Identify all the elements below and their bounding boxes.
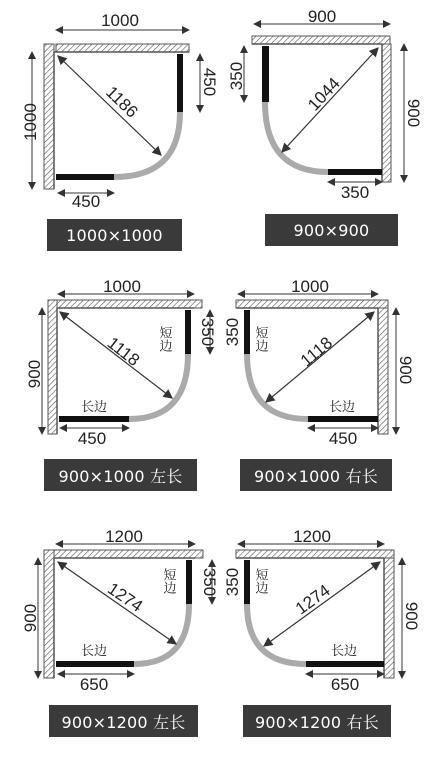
diagonal-label: 1274 — [104, 578, 147, 616]
height-label: 900 — [396, 355, 415, 385]
width-label: 1200 — [105, 527, 143, 546]
caption-1000x1000: 1000×1000 — [47, 219, 182, 251]
height-label: 900 — [404, 98, 423, 128]
width-label: 1200 — [293, 527, 331, 546]
caption-900x1200-left-long: 900×1200 左长 — [49, 705, 198, 737]
side-segment-label: 450 — [200, 67, 219, 97]
side-segment-label: 350 — [227, 61, 246, 91]
side-segment-label: 350 — [223, 567, 242, 597]
diagram-900x1200-left-long — [0, 520, 224, 700]
width-label: 1000 — [101, 11, 139, 30]
height-label: 900 — [21, 603, 40, 633]
long-side-label: 长边 — [80, 400, 108, 415]
diagonal-dimension-line — [58, 56, 161, 155]
diagonal-label: 1118 — [103, 333, 144, 371]
bottom-segment-label: 450 — [71, 192, 101, 211]
width-label: 1000 — [291, 277, 329, 296]
short-side-label: 短边 — [252, 326, 268, 352]
width-label: 1000 — [103, 277, 141, 296]
long-side-label: 长边 — [80, 644, 108, 659]
long-side-label: 长边 — [330, 644, 358, 659]
side-segment-label: 350 — [200, 567, 219, 597]
height-label: 900 — [402, 601, 421, 631]
bottom-segment-label: 350 — [340, 183, 370, 202]
caption-900x900: 900×900 — [265, 214, 398, 246]
height-label: 1000 — [21, 103, 40, 141]
diagram-900x1000-left-long — [0, 270, 224, 460]
diagram-900x1000-right-long — [224, 270, 448, 460]
diagonal-label: 1118 — [296, 333, 337, 371]
diagram-900x1200-right-long — [224, 520, 448, 700]
diagonal-label: 1274 — [291, 580, 334, 619]
curved-door — [129, 354, 188, 419]
caption-900x1000-left-long: 900×1000 左长 — [44, 459, 197, 491]
caption-900x1200-right-long: 900×1200 右长 — [243, 705, 391, 737]
short-side-label: 短边 — [160, 568, 176, 594]
short-side-label: 短边 — [156, 326, 172, 352]
caption-900x1000-right-long: 900×1000 右长 — [240, 459, 392, 491]
diagonal-label: 1186 — [102, 82, 142, 122]
bottom-segment-label: 650 — [79, 675, 109, 694]
side-segment-label: 350 — [198, 317, 217, 347]
bottom-segment-label: 450 — [328, 429, 358, 448]
width-label: 900 — [307, 7, 337, 26]
diagram-1000x1000 — [0, 0, 224, 210]
curved-door — [114, 112, 180, 177]
diagonal-label: 1044 — [304, 73, 344, 115]
wall-hatch — [44, 44, 189, 189]
bottom-segment-label: 650 — [330, 675, 360, 694]
short-side-label: 短边 — [252, 568, 268, 594]
diagram-900x900 — [224, 0, 448, 210]
curved-door — [247, 354, 308, 419]
height-label: 900 — [25, 359, 44, 389]
bottom-segment-label: 450 — [77, 429, 107, 448]
curved-door — [247, 604, 306, 664]
side-segment-label: 350 — [223, 317, 242, 347]
long-side-label: 长边 — [328, 400, 356, 415]
